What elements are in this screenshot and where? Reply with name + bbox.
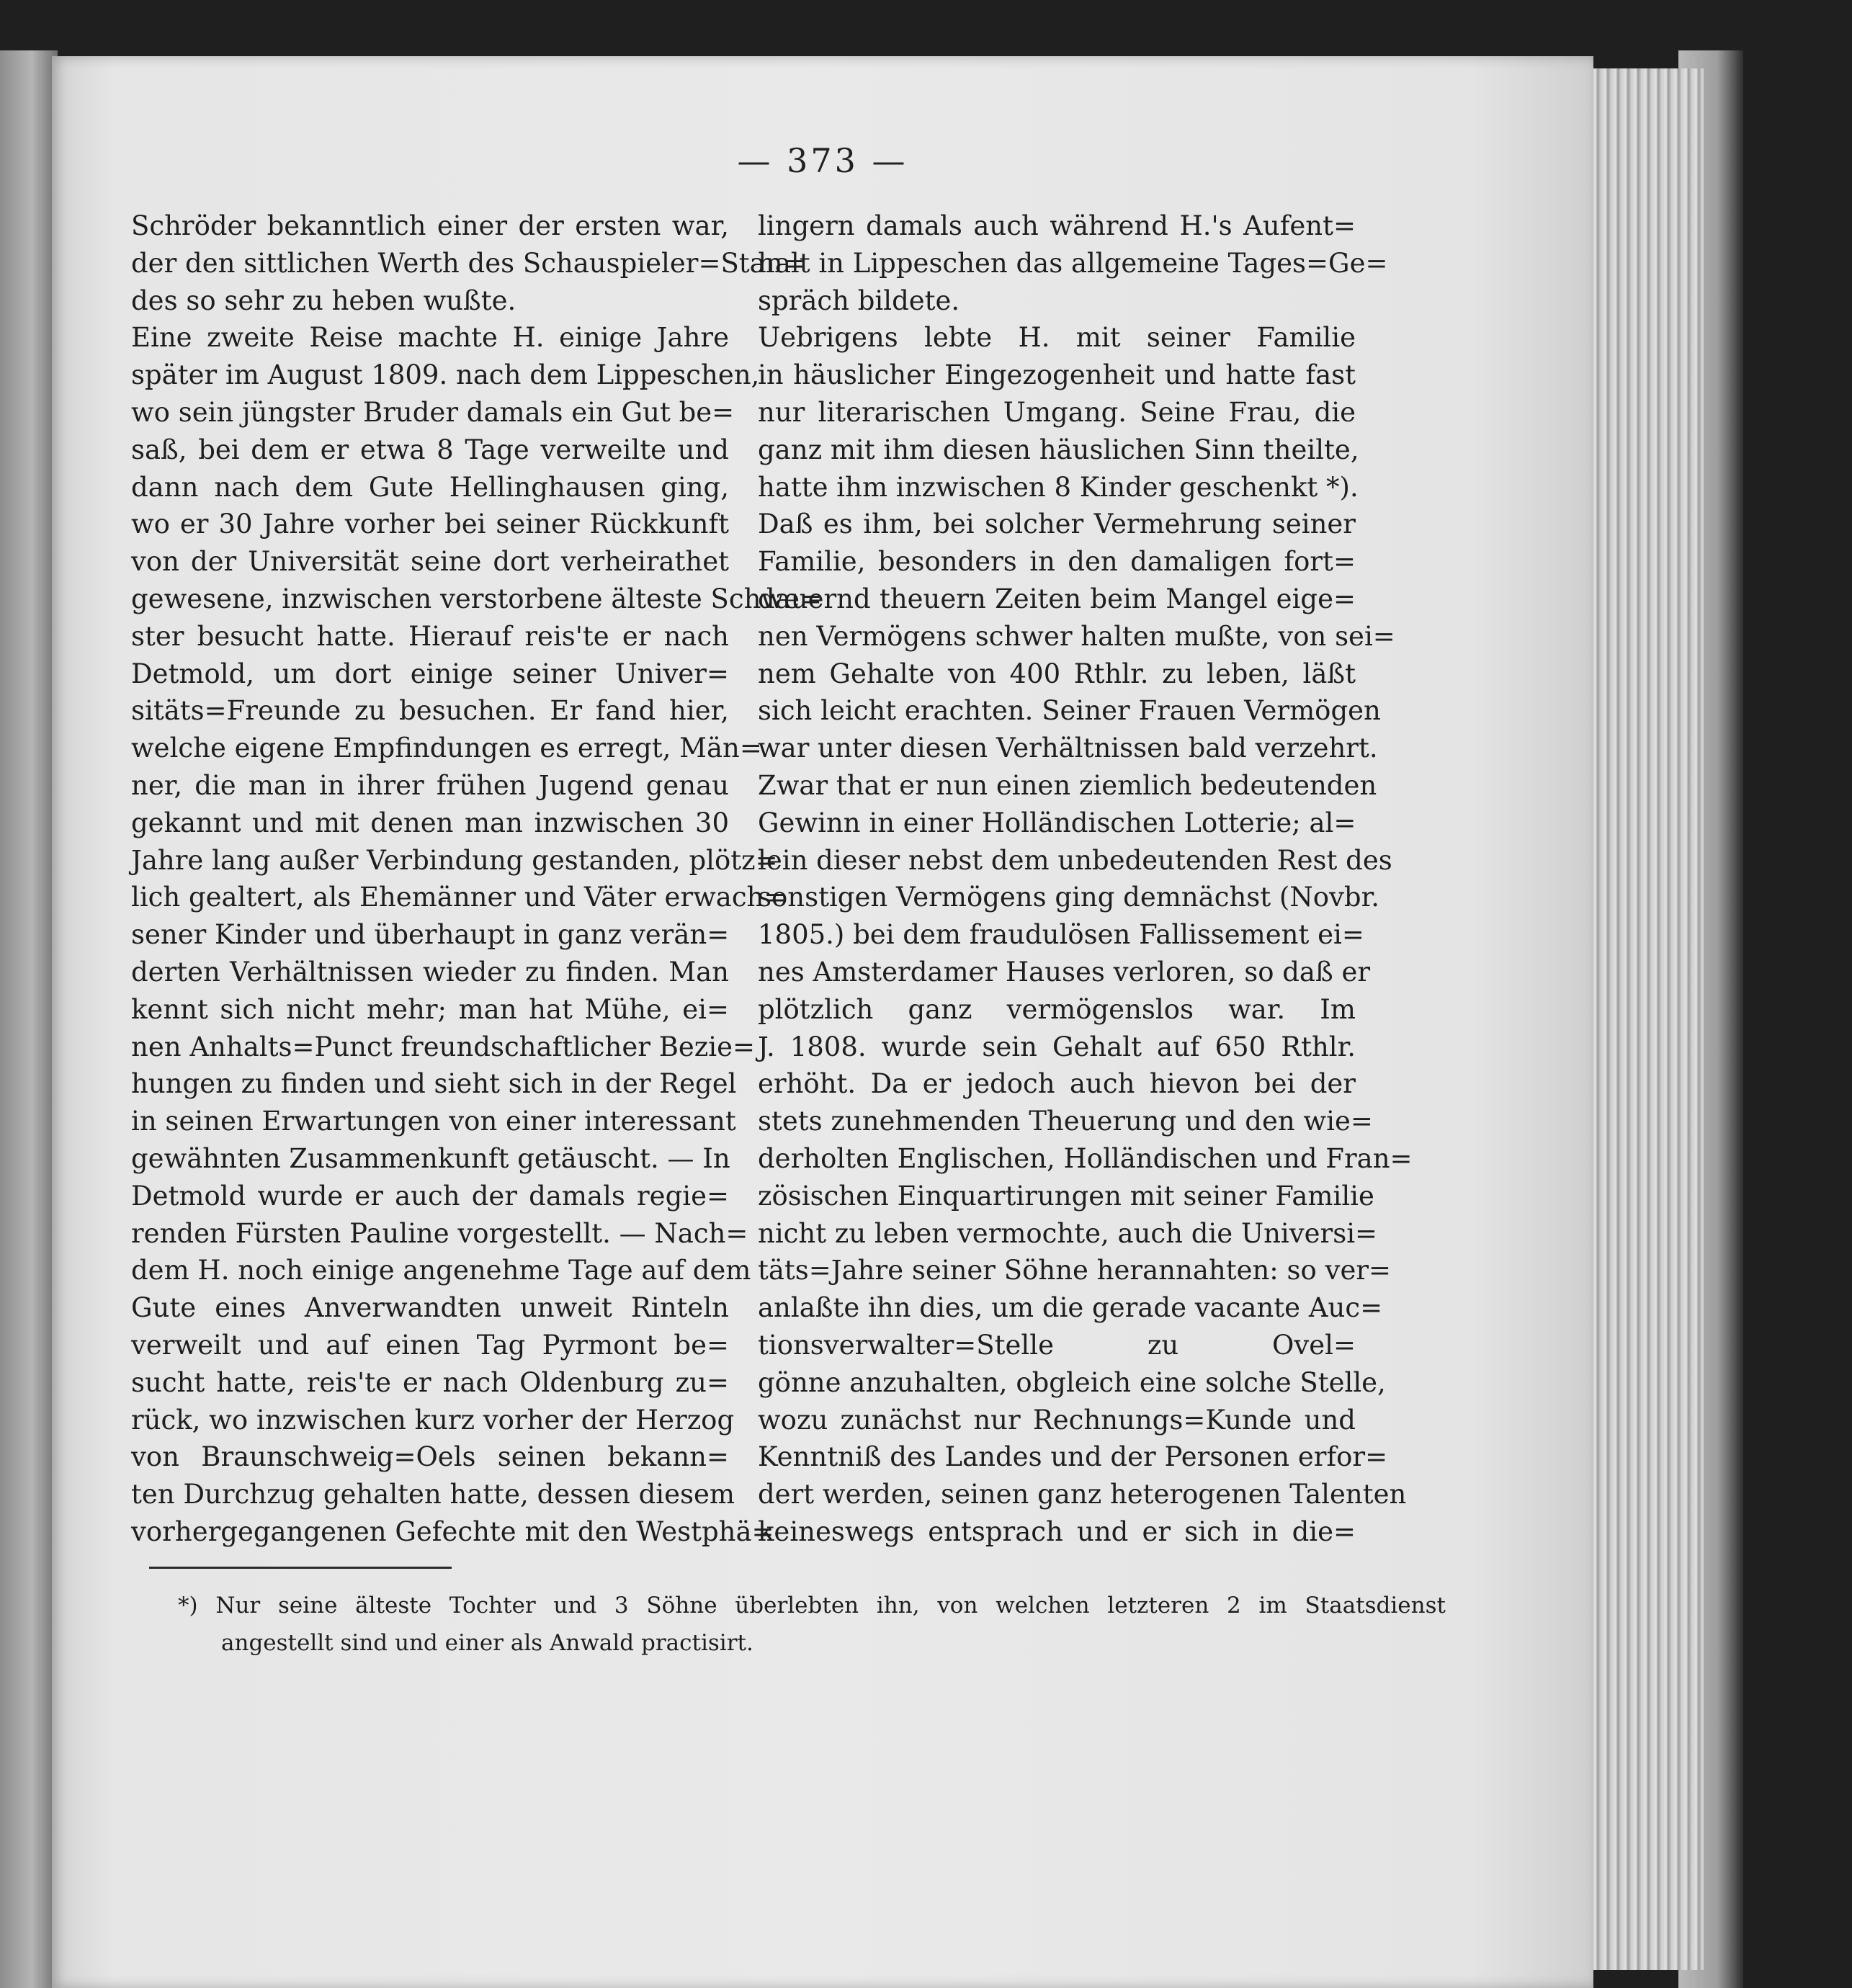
text-line: Kenntniß des Landes und der Personen erfor= xyxy=(758,1441,1388,1473)
text-line: Gewinn in einer Holländischen Lotterie; al= xyxy=(758,807,1356,838)
text-line: dem H. noch einige angenehme Tage auf dem xyxy=(131,1255,751,1286)
text-line: wo sein jüngster Bruder damals ein Gut be= xyxy=(131,396,735,428)
text-line: des so sehr zu heben wußte. xyxy=(131,285,516,316)
text-line: sonstigen Vermögens ging demnächst (Novbr. xyxy=(758,882,1379,913)
book-page xyxy=(52,56,1593,1988)
text-line: anlaßte ihn dies, um die gerade vacante Auc= xyxy=(758,1292,1383,1324)
text-line: derholten Englischen, Holländischen und Fran= xyxy=(758,1142,1413,1174)
text-line: 1805.) bei dem fraudulösen Fallissement ei= xyxy=(758,919,1364,951)
text-line: Detmold, um dort einige seiner Univer= xyxy=(131,658,729,689)
text-line: sener Kinder und überhaupt in ganz verän= xyxy=(131,919,730,951)
footnote xyxy=(178,1587,1446,1662)
text-line: Zwar that er nun einen ziemlich bedeutenden xyxy=(758,769,1377,801)
page-number: — 373 — xyxy=(737,141,908,180)
text-line: J. 1808. wurde sein Gehalt auf 650 Rthlr. xyxy=(758,1031,1356,1062)
text-line: Familie, besonders in den damaligen fort= xyxy=(758,546,1356,578)
text-line: derten Verhältnissen wieder zu finden. Man xyxy=(131,956,729,988)
text-line: zösischen Einquartirungen mit seiner Familie xyxy=(758,1180,1374,1212)
text-line: saß, bei dem er etwa 8 Tage verweilte und xyxy=(131,434,729,465)
text-line: von Braunschweig=Oels seinen bekann= xyxy=(131,1441,729,1473)
text-line: lich gealtert, als Ehemänner und Väter erwach= xyxy=(131,882,787,913)
text-line: lingern damals auch während H.'s Aufent= xyxy=(758,210,1356,241)
text-line: plötzlich ganz vermögenslos war. Im xyxy=(758,993,1356,1025)
footnote-rule xyxy=(149,1567,452,1569)
text-line: nen Vermögens schwer halten mußte, von sei= xyxy=(758,620,1395,652)
text-line: später im August 1809. nach dem Lippeschen, xyxy=(131,359,760,391)
text-line: spräch bildete. xyxy=(758,285,960,316)
text-line: dauernd theuern Zeiten beim Mangel eige= xyxy=(758,583,1356,614)
text-line: hatte ihm inzwischen 8 Kinder geschenkt *). xyxy=(758,471,1359,503)
text-line: kennt sich nicht mehr; man hat Mühe, ei= xyxy=(131,993,729,1025)
text-line: renden Fürsten Pauline vorgestellt. — Nach= xyxy=(131,1217,748,1249)
text-line: lein dieser nebst dem unbedeutenden Rest des xyxy=(758,844,1392,876)
text-line: halt in Lippeschen das allgemeine Tages=Ge= xyxy=(758,247,1388,279)
text-line: sich leicht erachten. Seiner Frauen Vermögen xyxy=(758,695,1381,727)
text-line: nicht zu leben vermochte, auch die Universi= xyxy=(758,1217,1378,1249)
text-line: ganz mit ihm diesen häuslichen Sinn theilte, xyxy=(758,434,1359,465)
text-line: Daß es ihm, bei solcher Vermehrung seiner xyxy=(758,509,1356,540)
text-line: in seinen Erwartungen von einer interessant xyxy=(131,1106,736,1137)
text-line: ster besucht hatte. Hierauf reis'te er nach xyxy=(131,620,729,652)
page-edge-stack xyxy=(1581,68,1704,1970)
text-line: Gute eines Anverwandten unweit Rinteln xyxy=(131,1292,729,1324)
text-line: wozu zunächst nur Rechnungs=Kunde und xyxy=(758,1404,1356,1436)
footnote-line: angestellt sind und einer als Anwald practisirt. xyxy=(221,1630,753,1656)
text-line: gekannt und mit denen man inzwischen 30 xyxy=(131,807,729,838)
text-line: tionsverwalter=Stelle zu Ovel= xyxy=(758,1329,1356,1361)
text-line: erhöht. Da er jedoch auch hievon bei der xyxy=(758,1068,1356,1100)
text-line: nes Amsterdamer Hauses verloren, so daß er xyxy=(758,956,1371,988)
text-line: nem Gehalte von 400 Rthlr. zu leben, läßt xyxy=(758,658,1356,689)
right-column xyxy=(758,207,1413,1551)
text-line: Jahre lang außer Verbindung gestanden, plötz= xyxy=(131,844,778,876)
text-line: sucht hatte, reis'te er nach Oldenburg zu= xyxy=(131,1366,729,1398)
text-line: ner, die man in ihrer frühen Jugend genau xyxy=(131,769,729,801)
text-line: der den sittlichen Werth des Schauspieler=Stan= xyxy=(131,247,805,279)
text-line: dert werden, seinen ganz heterogenen Talenten xyxy=(758,1479,1407,1510)
text-line: nur literarischen Umgang. Seine Frau, die xyxy=(758,396,1356,428)
text-line: Detmold wurde er auch der damals regie= xyxy=(131,1180,729,1212)
text-line: von der Universität seine dort verheirathet xyxy=(131,546,729,578)
footnote-line: *) Nur seine älteste Tochter und 3 Söhne überlebten ihn, von welchen letzteren 2 im Staatsdienst xyxy=(178,1593,1446,1618)
text-line: keineswegs entsprach und er sich in die= xyxy=(758,1515,1356,1547)
text-line: vorhergegangenen Gefechte mit den Westphä= xyxy=(131,1515,774,1547)
text-line: täts=Jahre seiner Söhne herannahten: so ver= xyxy=(758,1255,1392,1286)
text-line: Eine zweite Reise machte H. einige Jahre xyxy=(131,322,729,354)
text-line: sitäts=Freunde zu besuchen. Er fand hier, xyxy=(131,695,729,727)
text-line: hungen zu finden und sieht sich in der Regel xyxy=(131,1068,737,1100)
text-line: nen Anhalts=Punct freundschaftlicher Bezie= xyxy=(131,1031,756,1062)
text-line: welche eigene Empfindungen es erregt, Män= xyxy=(131,733,762,764)
text-line: dann nach dem Gute Hellinghausen ging, xyxy=(131,471,729,503)
text-line: Schröder bekanntlich einer der ersten war, xyxy=(131,210,729,241)
text-line: ten Durchzug gehalten hatte, dessen diesem xyxy=(131,1479,735,1510)
text-line: rück, wo inzwischen kurz vorher der Herzog xyxy=(131,1404,735,1436)
text-line: verweilt und auf einen Tag Pyrmont be= xyxy=(131,1329,729,1361)
text-line: gewesene, inzwischen verstorbene älteste Schwe= xyxy=(131,583,822,614)
left-column xyxy=(131,207,822,1551)
text-line: wo er 30 Jahre vorher bei seiner Rückkunft xyxy=(131,509,729,540)
text-line: stets zunehmenden Theuerung und den wie= xyxy=(758,1106,1373,1137)
text-line: gewähnten Zusammenkunft getäuscht. — In xyxy=(131,1142,730,1174)
text-line: Uebrigens lebte H. mit seiner Familie xyxy=(758,322,1356,354)
facing-page-edge xyxy=(0,50,58,1988)
text-line: in häuslicher Eingezogenheit und hatte fast xyxy=(758,359,1356,391)
text-line: war unter diesen Verhältnissen bald verzehrt. xyxy=(758,733,1378,764)
text-line: gönne anzuhalten, obgleich eine solche Stelle, xyxy=(758,1366,1386,1398)
